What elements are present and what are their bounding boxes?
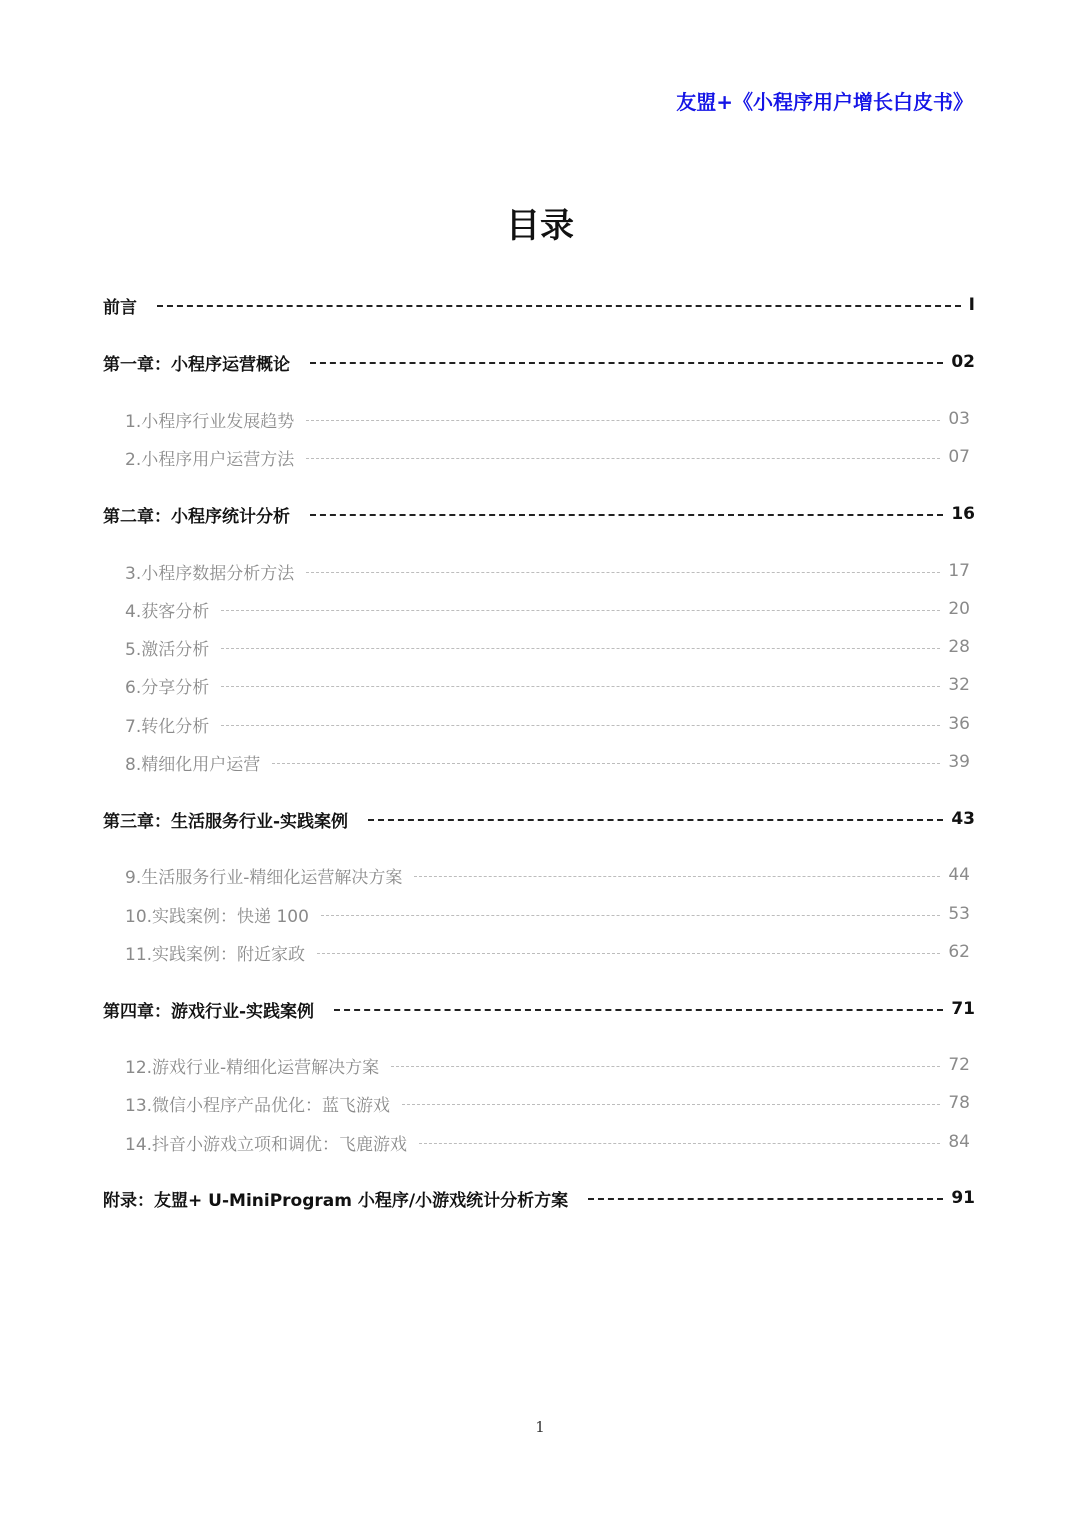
page-number: 1	[535, 1418, 545, 1436]
toc-entry-page-number: 71	[951, 999, 975, 1019]
toc-entry-page-number: 91	[951, 1188, 975, 1208]
toc-entry-label: 13.微信小程序产品优化：蓝飞游戏	[125, 1095, 391, 1116]
header-brand-title: 友盟+《小程序用户增长白皮书》	[676, 90, 973, 114]
toc-entry-label: 第一章：小程序运营概论	[103, 354, 290, 375]
toc-dot-leader	[310, 362, 943, 364]
toc-dot-leader	[334, 1009, 943, 1011]
toc-entry-label: 3.小程序数据分析方法	[125, 563, 295, 584]
toc-entry-label: 2.小程序用户运营方法	[125, 449, 295, 470]
toc-dot-leader	[310, 514, 943, 516]
toc-entry-page-number: 84	[948, 1132, 970, 1152]
toc-entry-label: 9.生活服务行业-精细化运营解决方案	[125, 867, 403, 888]
toc-chapter-entry[interactable]	[103, 348, 975, 376]
toc-section-entry[interactable]	[125, 861, 970, 889]
toc-entry-label: 第四章：游戏行业-实践案例	[103, 1001, 315, 1022]
toc-dot-leader	[221, 610, 940, 611]
toc-entry-label: 1.小程序行业发展趋势	[125, 411, 295, 432]
toc-chapter-entry[interactable]	[103, 291, 975, 319]
toc-dot-leader	[317, 953, 940, 954]
toc-section-entry[interactable]	[125, 443, 970, 471]
toc-entry-label: 6.分享分析	[125, 677, 210, 698]
toc-entry-page-number: 16	[951, 504, 975, 524]
toc-entry-page-number: 44	[948, 865, 970, 885]
page-title: 目录	[506, 206, 574, 246]
toc-entry-page-number: 43	[951, 809, 975, 829]
toc-dot-leader	[588, 1198, 943, 1200]
toc-entry-page-number: 07	[948, 447, 970, 467]
toc-entry-label: 第三章：生活服务行业-实践案例	[103, 811, 349, 832]
toc-entry-page-number: 02	[951, 352, 975, 372]
toc-section-entry[interactable]	[125, 748, 970, 776]
toc-section-entry[interactable]	[125, 1089, 970, 1117]
toc-section-entry[interactable]	[125, 595, 970, 623]
toc-section-entry[interactable]	[125, 633, 970, 661]
toc-entry-label: 第二章：小程序统计分析	[103, 506, 290, 527]
toc-dot-leader	[221, 725, 940, 726]
toc-dot-leader	[368, 819, 943, 821]
toc-entry-page-number: 03	[948, 409, 970, 429]
toc-entry-page-number: 28	[948, 637, 970, 657]
toc-section-entry[interactable]	[125, 671, 970, 699]
toc-dot-leader	[272, 763, 940, 764]
toc-entry-page-number: 72	[948, 1055, 970, 1075]
toc-dot-leader	[391, 1066, 940, 1067]
toc-entry-label: 4.获客分析	[125, 601, 210, 622]
toc-section-entry[interactable]	[125, 405, 970, 433]
toc-section-entry[interactable]	[125, 710, 970, 738]
toc-section-entry[interactable]	[125, 1051, 970, 1079]
toc-dot-leader	[306, 420, 940, 421]
toc-section-entry[interactable]	[125, 938, 970, 966]
toc-chapter-entry[interactable]	[103, 500, 975, 528]
toc-chapter-entry[interactable]	[103, 805, 975, 833]
toc-section-entry[interactable]	[125, 900, 970, 928]
toc-entry-label: 12.游戏行业-精细化运营解决方案	[125, 1057, 380, 1078]
toc-dot-leader	[306, 572, 940, 573]
toc-entry-page-number: 20	[948, 599, 970, 619]
toc-dot-leader	[321, 915, 940, 916]
toc-entry-label: 7.转化分析	[125, 716, 210, 737]
toc-entry-label: 5.激活分析	[125, 639, 210, 660]
toc-entry-page-number: 62	[948, 942, 970, 962]
toc-section-entry[interactable]	[125, 1128, 970, 1156]
toc-entry-page-number: I	[968, 295, 975, 315]
toc-dot-leader	[402, 1104, 940, 1105]
toc-entry-label: 14.抖音小游戏立项和调优：飞鹿游戏	[125, 1134, 408, 1155]
toc-entry-label: 8.精细化用户运营	[125, 754, 261, 775]
toc-dot-leader	[419, 1143, 940, 1144]
toc-dot-leader	[414, 876, 940, 877]
toc-entry-label: 11.实践案例：附近家政	[125, 944, 306, 965]
toc-entry-page-number: 53	[948, 904, 970, 924]
toc-entry-page-number: 78	[948, 1093, 970, 1113]
toc-dot-leader	[157, 305, 961, 307]
toc-entry-page-number: 32	[948, 675, 970, 695]
toc-dot-leader	[306, 458, 940, 459]
toc-dot-leader	[221, 648, 940, 649]
toc-entry-page-number: 39	[948, 752, 970, 772]
toc-chapter-entry[interactable]	[103, 1184, 975, 1212]
toc-entry-label: 前言	[103, 297, 137, 318]
toc-entry-page-number: 36	[948, 714, 970, 734]
toc-chapter-entry[interactable]	[103, 995, 975, 1023]
toc-entry-page-number: 17	[948, 561, 970, 581]
toc-section-entry[interactable]	[125, 557, 970, 585]
toc-entry-label: 附录：友盟+ U-MiniProgram 小程序/小游戏统计分析方案	[103, 1190, 569, 1211]
toc-dot-leader	[221, 686, 940, 687]
toc-entry-label: 10.实践案例：快递 100	[125, 906, 309, 927]
